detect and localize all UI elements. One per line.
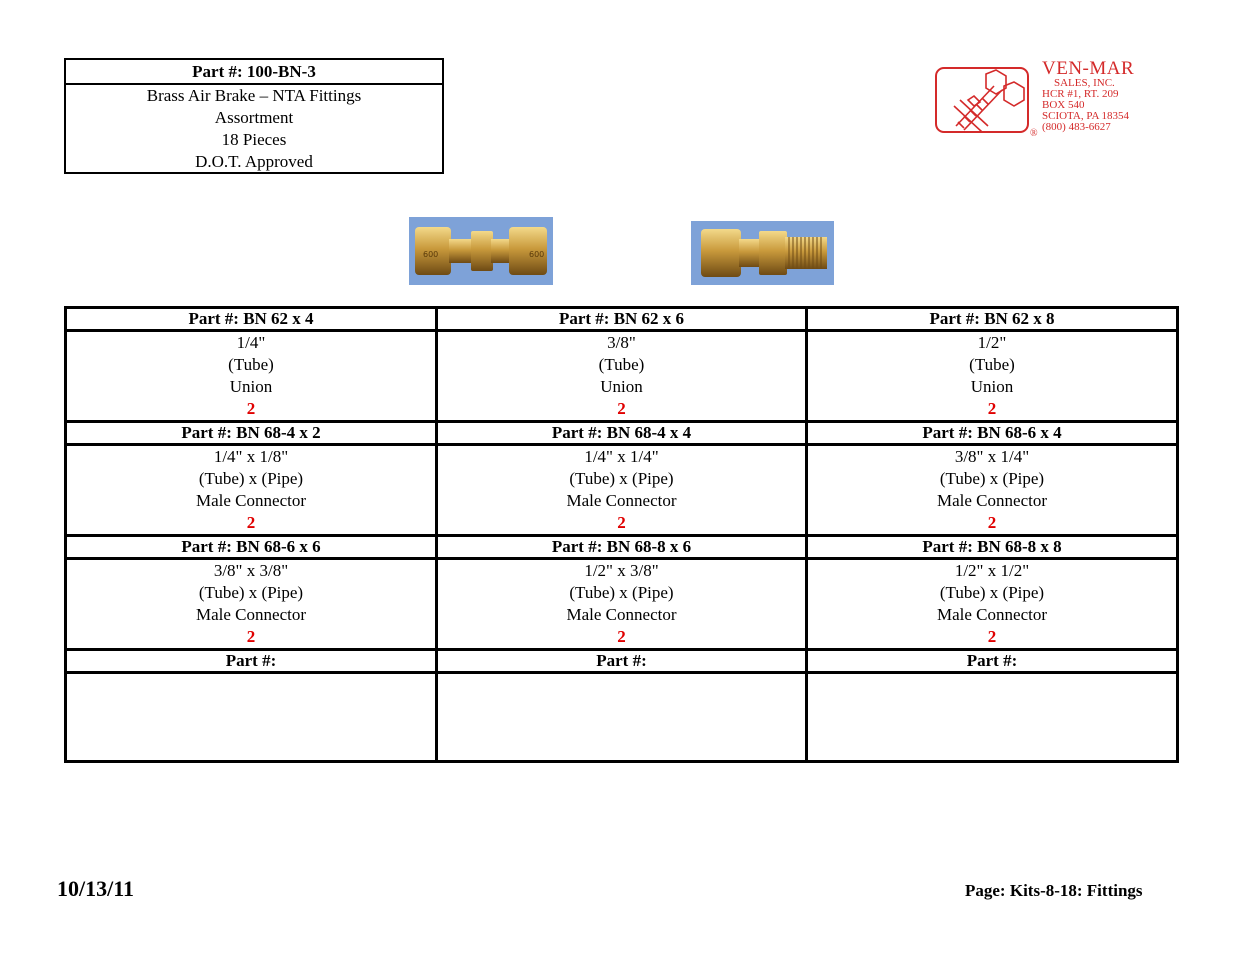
part-detail-cell: [437, 445, 807, 536]
part-type: (Tube) x (Pipe): [198, 583, 304, 602]
union-engraving-left: 600: [423, 250, 439, 259]
part-size: 1/4": [236, 333, 266, 352]
empty-part-number-cell: Part #:: [437, 650, 807, 673]
part-quantity: 2: [617, 399, 626, 418]
footer-date: 10/13/11: [57, 876, 135, 901]
part-number-cell: Part #: BN 62 x 8: [807, 308, 1178, 331]
kit-approval: D.O.T. Approved: [195, 152, 313, 171]
empty-detail-cell: [66, 673, 437, 762]
part-detail-cell: [807, 445, 1178, 536]
empty-part-number-cell: Part #:: [807, 650, 1178, 673]
part-description: Male Connector: [196, 491, 306, 510]
union-engraving-right: 600: [529, 250, 545, 259]
part-type: (Tube) x (Pipe): [569, 583, 674, 602]
bolt-logo-icon: [934, 66, 1046, 140]
male-connector-photo: [691, 221, 834, 285]
part-quantity: 2: [617, 513, 626, 532]
parts-table: [64, 306, 1179, 763]
part-header-row: [66, 308, 1178, 331]
part-quantity: 2: [246, 627, 256, 646]
part-number-cell: Part #: BN 68-4 x 4: [437, 422, 807, 445]
part-size: 1/4" x 1/8": [213, 447, 289, 466]
empty-detail-cell: [807, 673, 1178, 762]
part-type: (Tube): [598, 355, 645, 374]
part-detail-cell: [807, 559, 1178, 650]
part-number-cell: Part #: BN 68-4 x 2: [66, 422, 437, 445]
part-number-cell: Part #: BN 62 x 4: [66, 308, 437, 331]
part-description: Male Connector: [937, 491, 1047, 510]
part-type: (Tube) x (Pipe): [939, 469, 1045, 488]
part-quantity: 2: [987, 627, 997, 646]
part-detail-cell: [437, 559, 807, 650]
footer-page-label: Page: Kits-8-18: Fittings: [965, 881, 1143, 900]
part-description: Male Connector: [937, 605, 1047, 624]
part-number-cell: Part #: BN 68-6 x 6: [66, 536, 437, 559]
part-description: Union: [970, 377, 1014, 396]
kit-piece-count: 18 Pieces: [221, 130, 287, 149]
part-quantity: 2: [987, 513, 997, 532]
kit-info-box: [64, 58, 444, 174]
part-detail-cell: [66, 559, 437, 650]
part-quantity: 2: [246, 513, 256, 532]
part-detail-cell: [807, 331, 1178, 422]
part-detail-cell: [437, 331, 807, 422]
part-detail-row: [66, 559, 1178, 650]
logo-text-block: [1042, 60, 1134, 133]
part-detail-row: [66, 331, 1178, 422]
part-size: 3/8" x 3/8": [213, 561, 289, 580]
logo-address-line: HCR #1, RT. 209: [1042, 88, 1119, 100]
part-size: 3/8" x 1/4": [954, 447, 1030, 466]
part-header-row: [66, 422, 1178, 445]
part-detail-row: [66, 445, 1178, 536]
part-description: Male Connector: [566, 605, 677, 624]
empty-part-header-row: [66, 650, 1178, 673]
empty-detail-row: [66, 673, 1178, 762]
kit-part-number: Part #: 100-BN-3: [66, 60, 442, 85]
part-number-cell: Part #: BN 68-8 x 6: [437, 536, 807, 559]
logo-box-line: BOX 540: [1042, 99, 1085, 111]
kit-title: Brass Air Brake – NTA Fittings: [146, 86, 362, 105]
union-fitting-photo: [409, 217, 553, 285]
company-logo: [934, 60, 1164, 140]
logo-city-line: SCIOTA, PA 18354: [1042, 110, 1130, 122]
part-header-row: [66, 536, 1178, 559]
part-type: (Tube) x (Pipe): [198, 469, 304, 488]
logo-sales-inc: SALES, INC.: [1054, 77, 1115, 89]
logo-company-name: VEN-MAR: [1042, 58, 1135, 79]
part-type: (Tube): [969, 355, 1015, 374]
part-quantity: 2: [987, 399, 997, 418]
part-size: 1/2": [977, 333, 1007, 352]
part-size: 3/8": [607, 333, 636, 352]
part-type: (Tube) x (Pipe): [939, 583, 1045, 602]
part-description: Union: [600, 377, 643, 396]
part-type: (Tube): [228, 355, 274, 374]
part-size: 1/2" x 3/8": [584, 561, 659, 580]
part-size: 1/2" x 1/2": [954, 561, 1030, 580]
part-number-cell: Part #: BN 62 x 6: [437, 308, 807, 331]
empty-part-number-cell: Part #:: [66, 650, 437, 673]
part-number-cell: Part #: BN 68-6 x 4: [807, 422, 1178, 445]
part-description: Male Connector: [566, 491, 677, 510]
part-quantity: 2: [246, 399, 256, 418]
part-detail-cell: [66, 331, 437, 422]
part-description: Male Connector: [196, 605, 306, 624]
part-description: Union: [229, 377, 273, 396]
part-quantity: 2: [617, 627, 626, 646]
part-detail-cell: [66, 445, 437, 536]
empty-detail-cell: [437, 673, 807, 762]
registered-mark: ®: [1030, 128, 1038, 139]
logo-phone-line: (800) 483-6627: [1042, 121, 1111, 133]
kit-subtitle: Assortment: [214, 108, 294, 127]
part-size: 1/4" x 1/4": [584, 447, 659, 466]
part-type: (Tube) x (Pipe): [569, 469, 674, 488]
part-number-cell: Part #: BN 68-8 x 8: [807, 536, 1178, 559]
